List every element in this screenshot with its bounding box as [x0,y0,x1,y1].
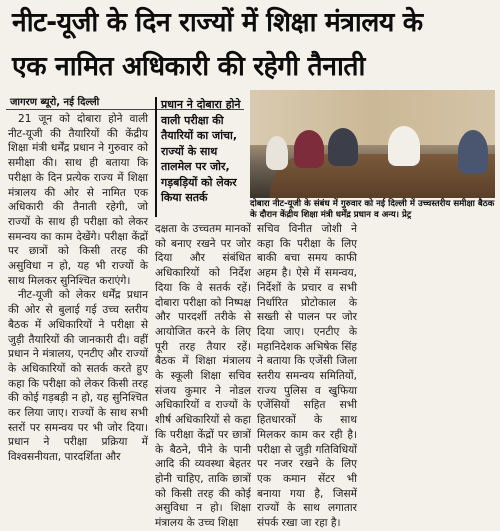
paragraph: नीट-यूजी को लेकर धर्मेंद्र प्रधान की ओर से बुलाई गई उच्च स्तरीय बैठक में अधिकारियों ने परीक्षा से जुड़ी तैयारियों की जानकारी दी। वहीं प्रधान ने मंत्रालय, एनटीए और राज्यों के अधिकारियों को सतर्क करते हुए कहा कि परीक्षा को लेकर किसी तरह की कोई गड़बड़ी न हो, यह सुनिश्चित कर लिया जाए। राज्यों के साथ सभी स्तरों पर समन्वय पर भी जोर दिया। प्रधान ने परीक्षा प्रक्रिया में विश्वसनीयता, पारदर्शिता और [8,289,148,464]
headline-line-2: एक नामित अधिकारी की रहेगी तैनाती [12,51,365,82]
photo-person [266,136,288,170]
pull-quote: प्रधान ने दोबारा होने वाली परीक्षा की तैयारियों का जांचा, राज्यों के साथ तालमेल पर जोर, गड़बड़ियों को लेकर किया सतर्क [155,97,243,217]
article-column-3 [257,222,357,530]
photo-person [458,130,488,174]
meeting-photo [250,90,495,198]
photo-person [388,126,420,166]
article-column-2 [155,222,251,530]
headline-line-1: नीट-यूजी के दिन राज्यों में शिक्षा मंत्रालय के [12,7,423,38]
paragraph: 21 जून को दोबारा होने वाली नीट-यूजी की तैयारियों की केंद्रीय शिक्षा मंत्री धर्मेंद्र प्रधान ने गुरुवार को समीक्षा की। साथ ही बताया कि परीक्षा के दिन प्रत्येक राज्य में शिक्षा मंत्रालय की ओर से नामित एक अधिकारी की तैनाती रहेगी, जो राज्यों के साथ ही परीक्षा को लेकर समन्वय का काम देखेंगे। परीक्षा केंद्रों पर छात्रों को किसी तरह की असुविधा न हो, यह भी राज्यों के साथ मिलकर सुनिश्चित कराएंगे। [8,113,148,287]
paragraph: दक्षता के उच्चतम मानकों को बनाए रखने पर जोर दिया और संबंधित अधिकारियों को निर्देश दिया कि वे सतर्क रहें। दोबारा परीक्षा को निष्पक्ष और पारदर्शी तरीके से आयोजित करने के लिए पूरी तरह तैयार रहें। बैठक में शिक्षा मंत्रालय के स्कूली शिक्षा सचिव संजय कुमार ने नोडल अधिकारियों व राज्यों के शीर्ष अधिकारियों से कहा कि परीक्षा केंद्रों पर छात्रों के बैठने, पीने के पानी आदि की व्यवस्था बेहतर होनी चाहिए, ताकि छात्रों को किसी तरह की कोई असुविधा न हो। शिक्षा मंत्रालय के उच्च शिक्षा [155,223,251,530]
article-column-1 [8,112,148,464]
dateline: जागरण ब्यूरो, नई दिल्ली [10,97,100,108]
photo-wall [250,90,495,145]
photo-person [294,130,324,168]
photo-person [328,128,358,166]
photo-caption: दोबारा नीट-यूजी के संबंध में गुरुवार को नई दिल्ली में उच्चस्तरीय समीक्षा बैठक के दौरान केंद्रीय शिक्षा मंत्री धर्मेंद्र प्रधान व अन्य। प्रेट्र [250,199,495,220]
paragraph: सचिव विनीत जोशी ने कहा कि परीक्षा के लिए बाकी बचा समय काफी अहम है। ऐसे में समन्वय, निर्देशों के प्रचार व सभी निर्धारित प्रोटोकाल के सख्ती से पालन पर जोर दिया जाए। एनटीए के महानिदेशक अभिषेक सिंह ने बताया कि एजेंसी जिला स्तरीय समन्वय समितियों, राज्य पुलिस व खुफिया एजेंसियों सहित सभी हितधारकों के साथ मिलकर काम कर रही है। परीक्षा से जुड़ी गतिविधियों पर नजर रखने के लिए एक कमान सेंटर भी बनाया गया है, जिसमें राज्यों के साथ लगातार संपर्क रखा जा रहा है। [257,223,357,530]
